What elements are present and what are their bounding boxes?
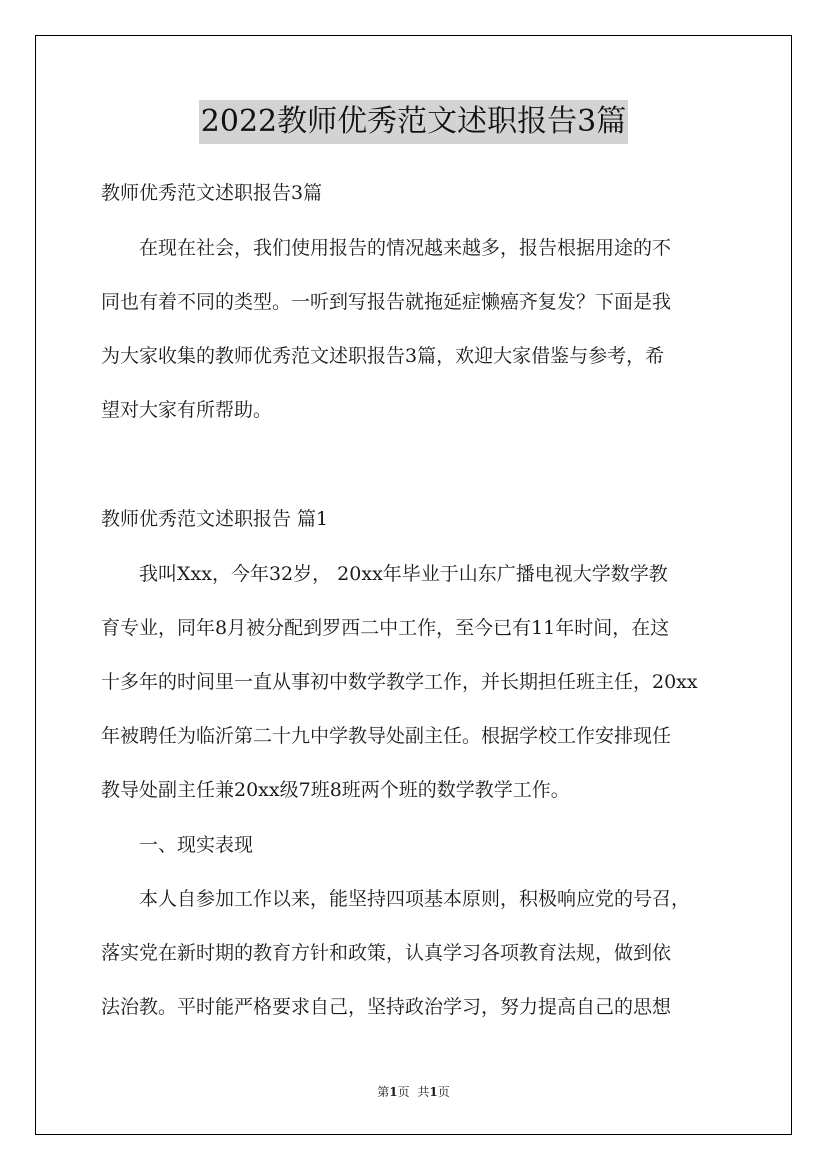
body-line: 我叫Xxx，今年32岁， 20xx年毕业于山东广播电视大学数学教 — [101, 563, 668, 585]
body-line: 在现在社会，我们使用报告的情况越来越多，报告根据用途的不 — [101, 237, 672, 259]
body-line: 法治教。平时能严格要求自己，坚持政治学习，努力提高自己的思想 — [101, 996, 672, 1018]
body-line: 十多年的时间里一直从事初中数学教学工作，并长期担任班主任，20xx — [101, 671, 698, 693]
footer-total-suffix: 页 — [437, 1085, 450, 1099]
subtitle-line: 教师优秀范文述职报告3篇 — [101, 182, 323, 204]
body-line: 同也有着不同的类型。一听到写报告就拖延症懒癌齐复发？下面是我 — [101, 291, 672, 313]
body-line: 育专业，同年8月被分配到罗西二中工作，至今已有11年时间，在这 — [101, 617, 670, 639]
footer-page-number: 1 — [389, 1085, 398, 1099]
body-line: 落实党在新时期的教育方针和政策，认真学习各项教育法规，做到依 — [101, 942, 672, 964]
body-line: 望对大家有所帮助。 — [101, 399, 273, 421]
section-heading: 教师优秀范文述职报告 篇1 — [101, 508, 329, 530]
subsection-heading: 一、现实表现 — [101, 834, 254, 856]
document-title: 2022教师优秀范文述职报告3篇 — [199, 100, 628, 144]
title-wrap — [0, 100, 827, 144]
page-footer — [0, 1084, 827, 1100]
body-line: 年被聘任为临沂第二十九中学教导处副主任。根据学校工作安排现任 — [101, 725, 672, 747]
footer-prefix: 第 — [377, 1085, 390, 1099]
body-line: 为大家收集的教师优秀范文述职报告3篇，欢迎大家借鉴与参考，希 — [101, 345, 665, 367]
footer-page-suffix: 页 — [397, 1085, 410, 1099]
footer-total-prefix: 共 — [417, 1085, 430, 1099]
body-line: 本人自参加工作以来，能坚持四项基本原则，积极响应党的号召， — [101, 888, 691, 910]
footer-total-pages: 1 — [429, 1085, 438, 1099]
body-line: 教导处副主任兼20xx级7班8班两个班的数学教学工作。 — [101, 779, 570, 801]
